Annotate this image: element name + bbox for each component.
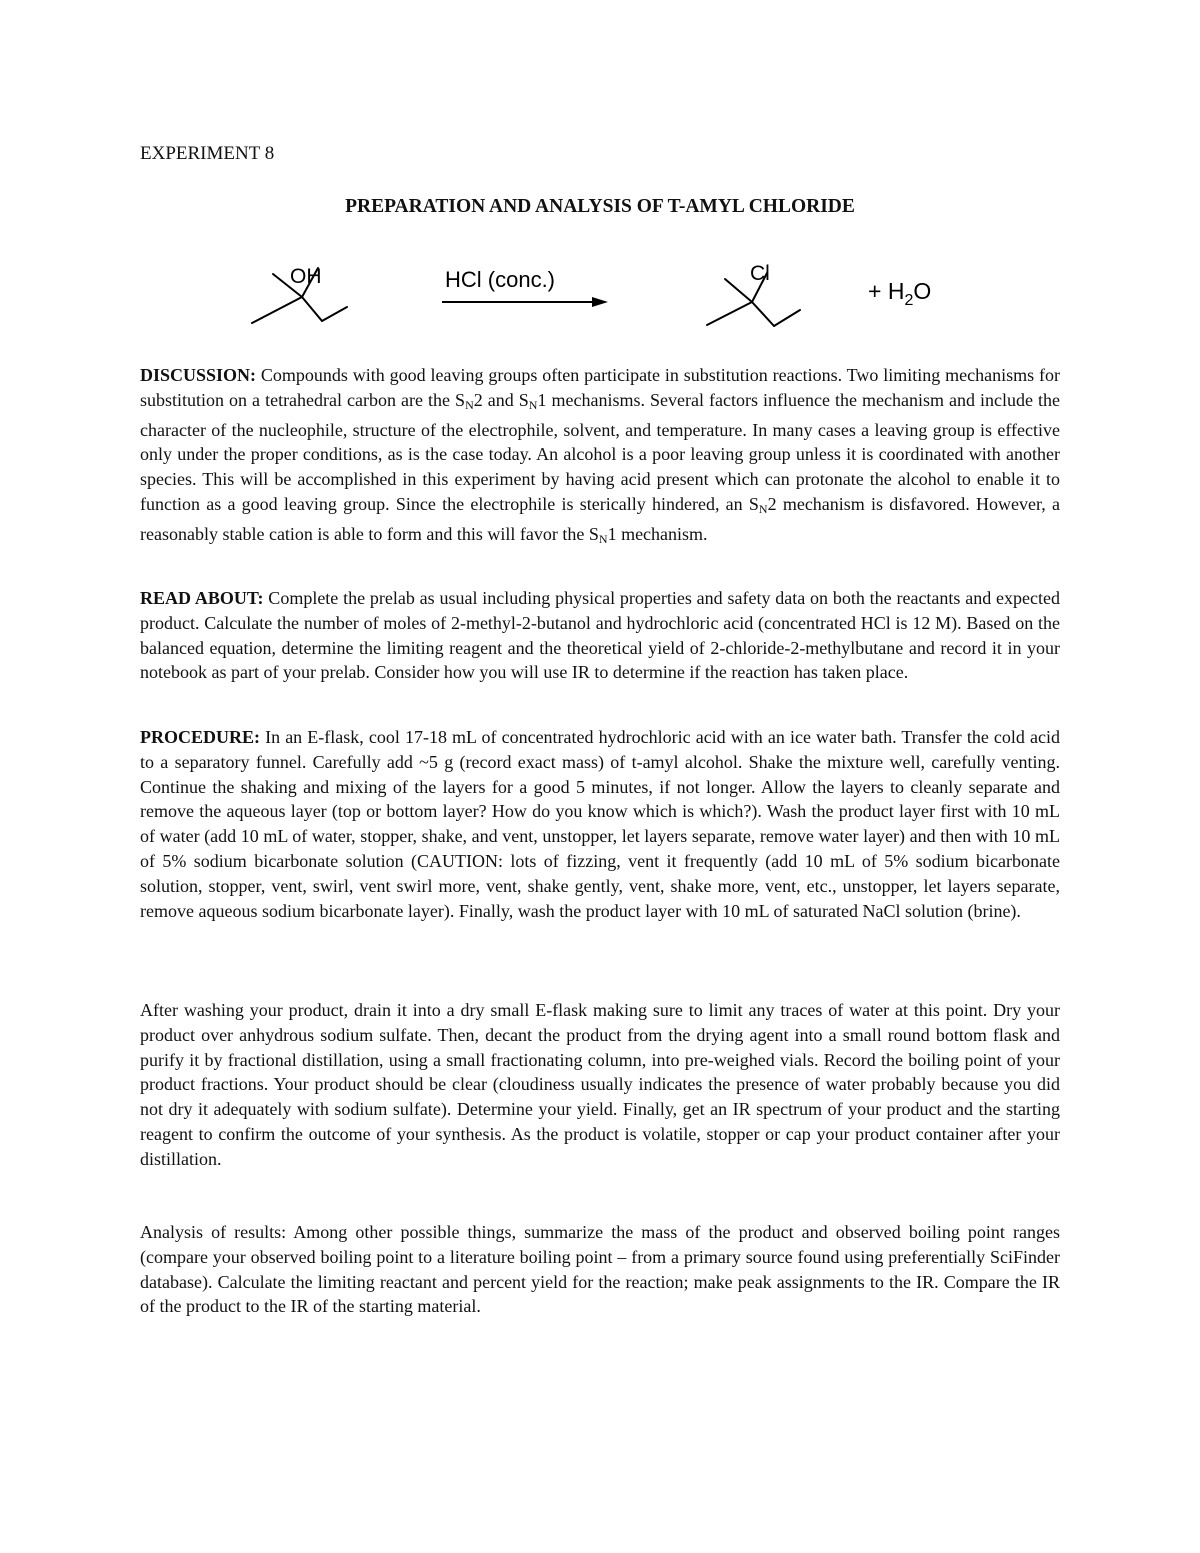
- product-bond: [725, 279, 752, 302]
- reactant-bond: [252, 297, 302, 323]
- analysis-paragraph: Analysis of results: Among other possible things, summarize the mass of the product and observed boiling point ranges (compare your observed boiling point to a literature boiling point – from a primary source found using preferentially SciFinder database). Calculate the limiting reactant and percent yield for the reaction; make peak assignments to the IR. Compare the IR of the product to the IR of the starting material.: [140, 1222, 1060, 1317]
- sn-subscript: N: [758, 501, 768, 516]
- product-bond: [774, 310, 800, 326]
- discussion-text-4: 2 mechanism is disfavored. However, a reasonably stable cation is able to form and this will favor the S: [140, 493, 1060, 544]
- sn-subscript: N: [528, 397, 538, 412]
- product-cl-label: Cl: [750, 262, 770, 285]
- water-byproduct: [868, 278, 931, 309]
- procedure-paragraph: [140, 725, 1060, 923]
- sn-subscript: N: [465, 397, 474, 412]
- reactant-bond: [302, 297, 322, 321]
- discussion-text-1: Compounds with good leaving groups often participate in substitution reactions. Two limiting mechanisms for substitution on a tetrahedral carbon are the S: [140, 365, 1060, 410]
- read-about-paragraph: [140, 586, 1060, 685]
- experiment-label: EXPERIMENT 8: [140, 143, 275, 164]
- discussion-paragraph: [140, 363, 1060, 552]
- reactant-bond: [322, 307, 347, 321]
- reagent-label: HCl (conc.): [445, 267, 556, 292]
- procedure-text: In an E-flask, cool 17-18 mL of concentrated hydrochloric acid with an ice water bath. Transfer the cold acid to a separatory funnel. Carefully add ~5 g (record exact mass) of t-amyl alcohol. Shake the mixture well, carefully venting. Continue the shaking and mixing of the layers for a good 5 minutes, if not longer. Allow the layers to cleanly separate and remove the aqueous layer (top or bottom layer? How do you know which is which?). Wash the product layer first with 10 mL of water (add 10 mL of water, stopper, shake, and vent, unstopper, let layers separate, remove water layer) and then with 10 mL of 5% sodium bicarbonate solution (CAUTION: lots of fizzing, vent it frequently (add 10 mL of 5% sodium bicarbonate solution, stopper, vent, swirl, vent swirl more, vent, shake gently, vent, shake more, vent, etc., unstopper, let layers separate, remove aqueous sodium bicarbonate layer). Finally, wash the product layer with 10 mL of saturated NaCl solution (brine).: [140, 727, 1060, 921]
- product-bond: [752, 302, 774, 326]
- byproduct-suffix: O: [913, 278, 932, 304]
- after-washing-paragraph: After washing your product, drain it into a dry small E-flask making sure to limit any traces of water at this point. Dry your product over anhydrous sodium sulfate. Then, decant the product from the drying agent into a small round bottom flask and purify it by fractional distillation, using a small fractionating column, into pre-weighed vials. Record the boiling point of your product fractions. Your product should be clear (cloudiness usually indicates the presence of water probably because you did not dry it adequately with sodium sulfate). Determine your yield. Finally, get an IR spectrum of your product and the starting reagent to confirm the outcome of your synthesis. As the product is volatile, stopper or cap your product container after your distillation.: [140, 1000, 1060, 1169]
- discussion-heading: DISCUSSION:: [140, 365, 257, 385]
- discussion-text-2: 2 and S: [473, 389, 529, 410]
- document-title: PREPARATION AND ANALYSIS OF T-AMYL CHLORIDE: [345, 196, 855, 217]
- byproduct-subscript: 2: [904, 292, 914, 309]
- discussion-text-5: 1 mechanism.: [607, 523, 708, 544]
- sn-subscript: N: [598, 531, 608, 546]
- read-about-text: Complete the prelab as usual including physical properties and safety data on both the reactants and expected product. Calculate the number of moles of 2-methyl-2-butanol and hydrochloric acid (concentrated HCl is 12 M). Based on the balanced equation, determine the limiting reagent and the theoretical yield of 2-chloride-2-methylbutane and record it in your notebook as part of your prelab. Consider how you will use IR to determine if the reaction has taken place.: [140, 588, 1060, 683]
- procedure-heading: PROCEDURE:: [140, 727, 260, 747]
- product-bond: [707, 302, 752, 325]
- reactant-oh-label: OH: [290, 265, 322, 288]
- byproduct-prefix: + H: [868, 278, 905, 304]
- read-about-heading: READ ABOUT:: [140, 588, 264, 608]
- reaction-scheme: [240, 255, 980, 335]
- discussion-text-3: 1 mechanisms. Several factors influence the mechanism and include the character of the nucleophile, structure of the electrophile, solvent, and temperature. In many cases a leaving group is effective only under the proper conditions, as is the case today. An alcohol is a poor leaving group unless it is coordinated with another species. This will be accomplished in this experiment by having acid present which can protonate the alcohol to enable it to function as a good leaving group. Since the electrophile is sterically hindered, an S: [140, 389, 1060, 514]
- arrow-head: [592, 297, 608, 307]
